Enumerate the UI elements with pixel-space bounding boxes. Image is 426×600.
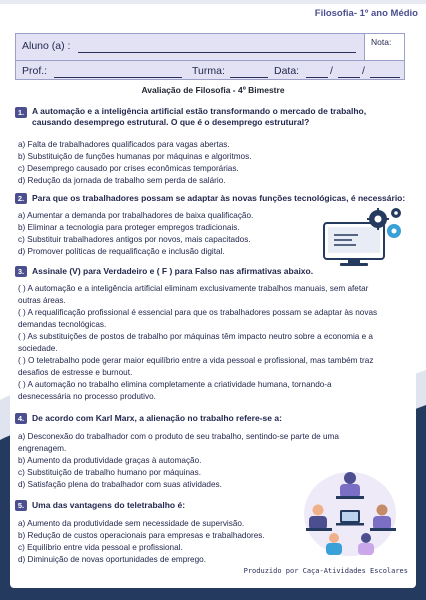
question-number: 3. — [15, 266, 27, 277]
option-c[interactable]: c) Equilíbrio entre vida pessoal e profissional. — [18, 543, 183, 552]
top-band — [0, 0, 426, 4]
question-5-text: Uma das vantagens do teletrabalho é: — [32, 500, 186, 510]
student-info-box — [15, 33, 405, 80]
date-separator: / — [362, 65, 365, 77]
footer-credit: Produzido por Caça-Atividades Escolares — [243, 567, 408, 575]
option-b[interactable]: b) Substituição de funções humanas por máquinas e algoritmos. — [18, 152, 252, 161]
prof-input-line[interactable] — [54, 77, 182, 78]
turma-input-line[interactable] — [230, 77, 268, 78]
option-d[interactable]: d) Satisfação plena do trabalhador com suas atividades. — [18, 480, 222, 489]
nota-box[interactable] — [364, 34, 404, 60]
nota-label: Nota: — [371, 37, 392, 47]
data-day-line[interactable] — [306, 77, 328, 78]
statement-line: desnecessária no processo produtivo. — [18, 391, 156, 401]
subject-header: Filosofia- 1º ano Médio — [314, 8, 418, 19]
statement-line: ( ) O teletrabalho pode gerar maior equilíbrio entre a vida pessoal e profissional, mas também traz — [18, 356, 374, 365]
statement-line: ( ) A automação e a inteligência artificial eliminam exclusivamente trabalhos manuais, sem afetar — [18, 284, 369, 293]
option-a-continued: engrenagem. — [18, 444, 67, 453]
tf-statement[interactable] — [18, 307, 377, 330]
option-d[interactable]: d) Redução da jornada de trabalho sem perda de salário. — [18, 176, 226, 185]
question-2-text: Para que os trabalhadores possam se adaptar às novas funções tecnológicas, é necessário: — [32, 193, 406, 203]
exam-title: Avaliação de Filosofia - 4º Bimestre — [141, 85, 285, 95]
date-separator: / — [330, 65, 333, 77]
question-3-text: Assinale (V) para Verdadeiro e ( F ) para Falso nas afirmativas abaixo. — [32, 266, 314, 276]
option-b[interactable]: b) Redução de custos operacionais para empresas e trabalhadores. — [18, 531, 265, 540]
option-a[interactable]: a) Aumento da produtividade sem necessidade de supervisão. — [18, 519, 245, 528]
prof-label: Prof.: — [22, 65, 48, 77]
tf-statement[interactable] — [18, 331, 373, 354]
option-c[interactable]: c) Substituir trabalhadores antigos por novos, mais capacitados. — [18, 235, 251, 244]
statement-line: ( ) A automação no trabalho elimina completamente a criatividade humana, tornando-a — [18, 380, 332, 389]
statement-line: demandas tecnológicas. — [18, 319, 107, 329]
computer-gears-icon — [318, 205, 410, 267]
question-1-text — [32, 106, 412, 128]
question-text-line: causando desemprego estrutural. O que é o desemprego estrutural? — [32, 117, 310, 127]
statement-line: ( ) A requalificação profissional é essencial para que os trabalhadores possam se adaptar às novas — [18, 308, 378, 317]
data-label: Data: — [274, 65, 300, 77]
turma-label: Turma: — [192, 65, 225, 77]
statement-line: desafios de estresse e burnout. — [18, 367, 133, 377]
option-b[interactable]: b) Aumento da produtividade graças à automação. — [18, 456, 202, 465]
aluno-input-line[interactable] — [78, 52, 356, 53]
option-d[interactable]: d) Diminuição de novas oportunidades de emprego. — [18, 555, 206, 564]
question-4-text: De acordo com Karl Marx, a alienação no trabalho refere-se a: — [32, 413, 282, 423]
header-separator — [16, 60, 404, 61]
option-a[interactable]: a) Desconexão do trabalhador com o produto de seu trabalho, sentindo-se parte de uma — [18, 432, 339, 441]
tf-statement[interactable] — [18, 355, 373, 378]
data-year-line[interactable] — [370, 77, 400, 78]
option-c[interactable]: c) Substituição de trabalho humano por máquinas. — [18, 468, 201, 477]
data-month-line[interactable] — [338, 77, 360, 78]
question-number: 1. — [15, 107, 27, 118]
aluno-label: Aluno (a) : — [22, 40, 71, 52]
option-a[interactable]: a) Aumentar a demanda por trabalhadores de baixa qualificação. — [18, 211, 254, 220]
question-number: 5. — [15, 500, 27, 511]
tf-statement[interactable] — [18, 283, 368, 306]
question-number: 4. — [15, 413, 27, 424]
statement-line: outras áreas. — [18, 295, 66, 305]
option-d[interactable]: d) Promover políticas de requalificação e inclusão digital. — [18, 247, 225, 256]
question-number: 2. — [15, 193, 27, 204]
statement-line: sociedade. — [18, 343, 58, 353]
tf-statement[interactable] — [18, 379, 332, 402]
statement-line: ( ) As substituições de postos de trabalho por máquinas têm impacto neutro sobre a economia e a — [18, 332, 373, 341]
question-text-line: A automação e a inteligência artificial estão transformando o mercado de trabalho, — [32, 106, 367, 116]
option-c[interactable]: c) Desemprego causado por crises econômicas temporárias. — [18, 164, 239, 173]
option-b[interactable]: b) Eliminar a tecnologia para proteger empregos tradicionais. — [18, 223, 240, 232]
option-a[interactable]: a) Falta de trabalhadores qualificados para vagas abertas. — [18, 140, 230, 149]
remote-workers-icon — [296, 462, 404, 562]
